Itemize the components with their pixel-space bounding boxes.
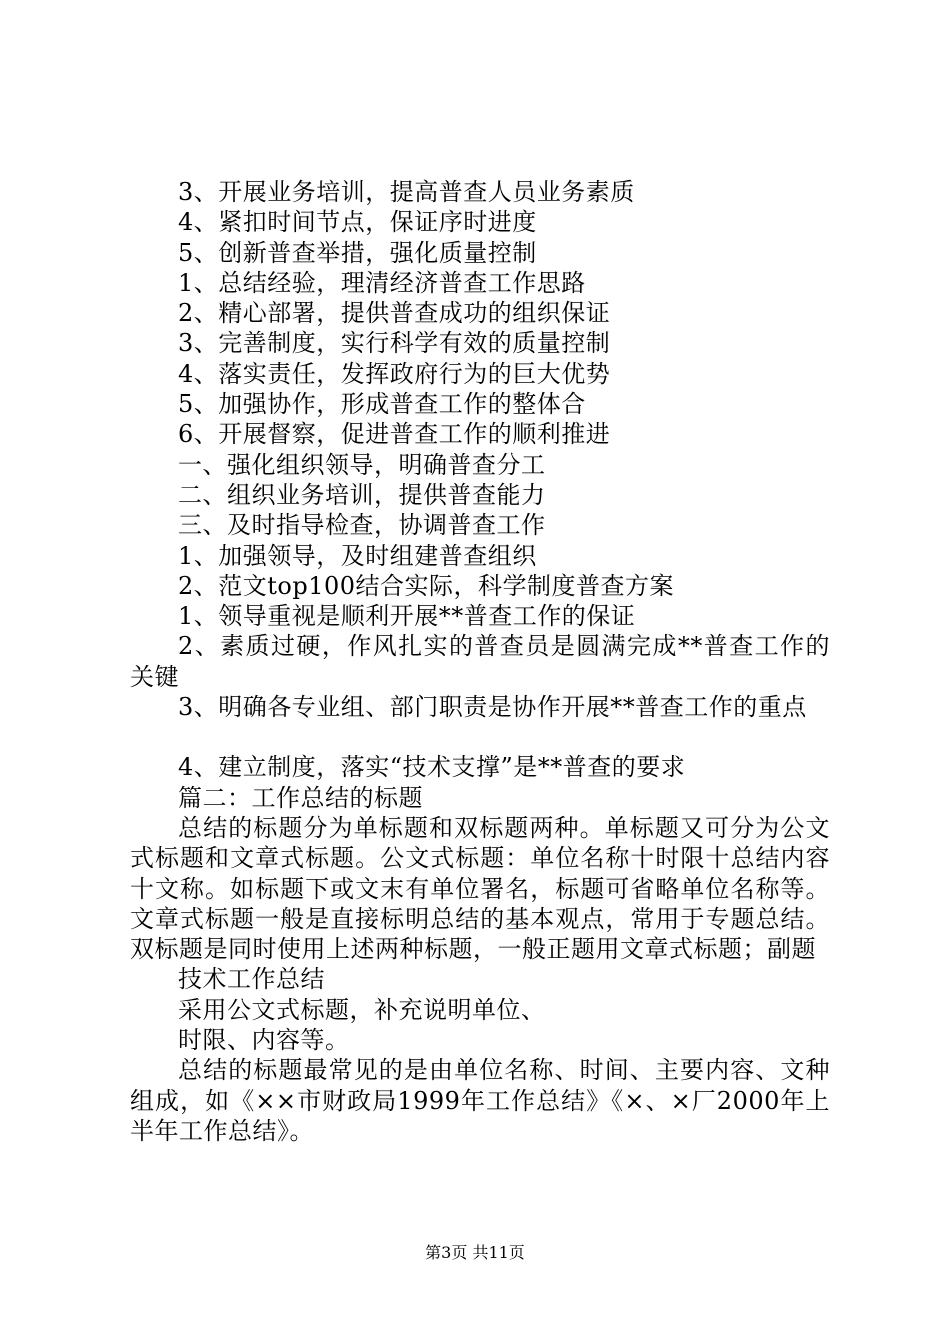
blank-line xyxy=(130,722,830,752)
list-item: 1、总结经验，理清经济普查工作思路 xyxy=(178,268,586,297)
list-item: 1、加强领导，及时组建普查组织 xyxy=(178,541,537,570)
line-time-content: 时限、内容等。 xyxy=(178,1026,350,1055)
page-footer: 第3页 共11页 xyxy=(425,1243,525,1262)
list-item: 一、强化组织领导，明确普查分工 xyxy=(178,450,546,479)
paragraph-common-title: 总结的标题最常见的是由单位名称、时间、主要内容、文种组成，如《××市财政局1999年工作总结》《×、×厂2000年上半年工作总结》。 xyxy=(130,1056,830,1145)
paragraph-key-point: 2、素质过硬，作风扎实的普查员是圆满完成**普查工作的关键 xyxy=(130,632,830,691)
paragraph-title-types: 总结的标题分为单标题和双标题两种。单标题又可分为公文式标题和文章式标题。公文式标题：单位名称十时限十总结内容十文称。如标题下或文末有单位署名，标题可省略单位名称等。文章式标题一般是直接标明总结的基本观点，常用于专题总结。双标题是同时使用上述两种标题，一般正题用文章式标题；副题 xyxy=(130,813,830,964)
list-item: 二、组织业务培训，提供普查能力 xyxy=(178,480,546,509)
list-item: 3、完善制度，实行科学有效的质量控制 xyxy=(178,329,611,358)
list-item-focus: 3、明确各专业组、部门职责是协作开展**普查工作的重点 xyxy=(178,693,807,722)
list-item: 2、范文top100结合实际，科学制度普查方案 xyxy=(178,571,675,600)
line-tech-summary: 技术工作总结 xyxy=(178,965,325,994)
outline-list xyxy=(130,177,830,631)
list-item-system: 4、建立制度，落实“技术支撑”是**普查的要求 xyxy=(178,753,686,782)
list-item: 3、开展业务培训，提高普查人员业务素质 xyxy=(178,178,635,206)
list-item: 5、加强协作，形成普查工作的整体合 xyxy=(178,390,586,419)
list-item: 4、落实责任，发挥政府行为的巨大优势 xyxy=(178,359,611,388)
line-official-title: 采用公文式标题，补充说明单位、 xyxy=(178,995,546,1024)
document-body xyxy=(130,177,830,1146)
list-item: 6、开展督察，促进普查工作的顺利推进 xyxy=(178,420,611,449)
list-item: 5、创新普查举措，强化质量控制 xyxy=(178,238,537,267)
section-title: 篇二：工作总结的标题 xyxy=(178,783,423,812)
list-item: 2、精心部署，提供普查成功的组织保证 xyxy=(178,299,611,328)
list-item: 三、及时指导检查，协调普查工作 xyxy=(178,511,546,540)
list-item: 4、紧扣时间节点，保证序时进度 xyxy=(178,208,537,237)
list-item: 1、领导重视是顺利开展**普查工作的保证 xyxy=(178,602,636,631)
